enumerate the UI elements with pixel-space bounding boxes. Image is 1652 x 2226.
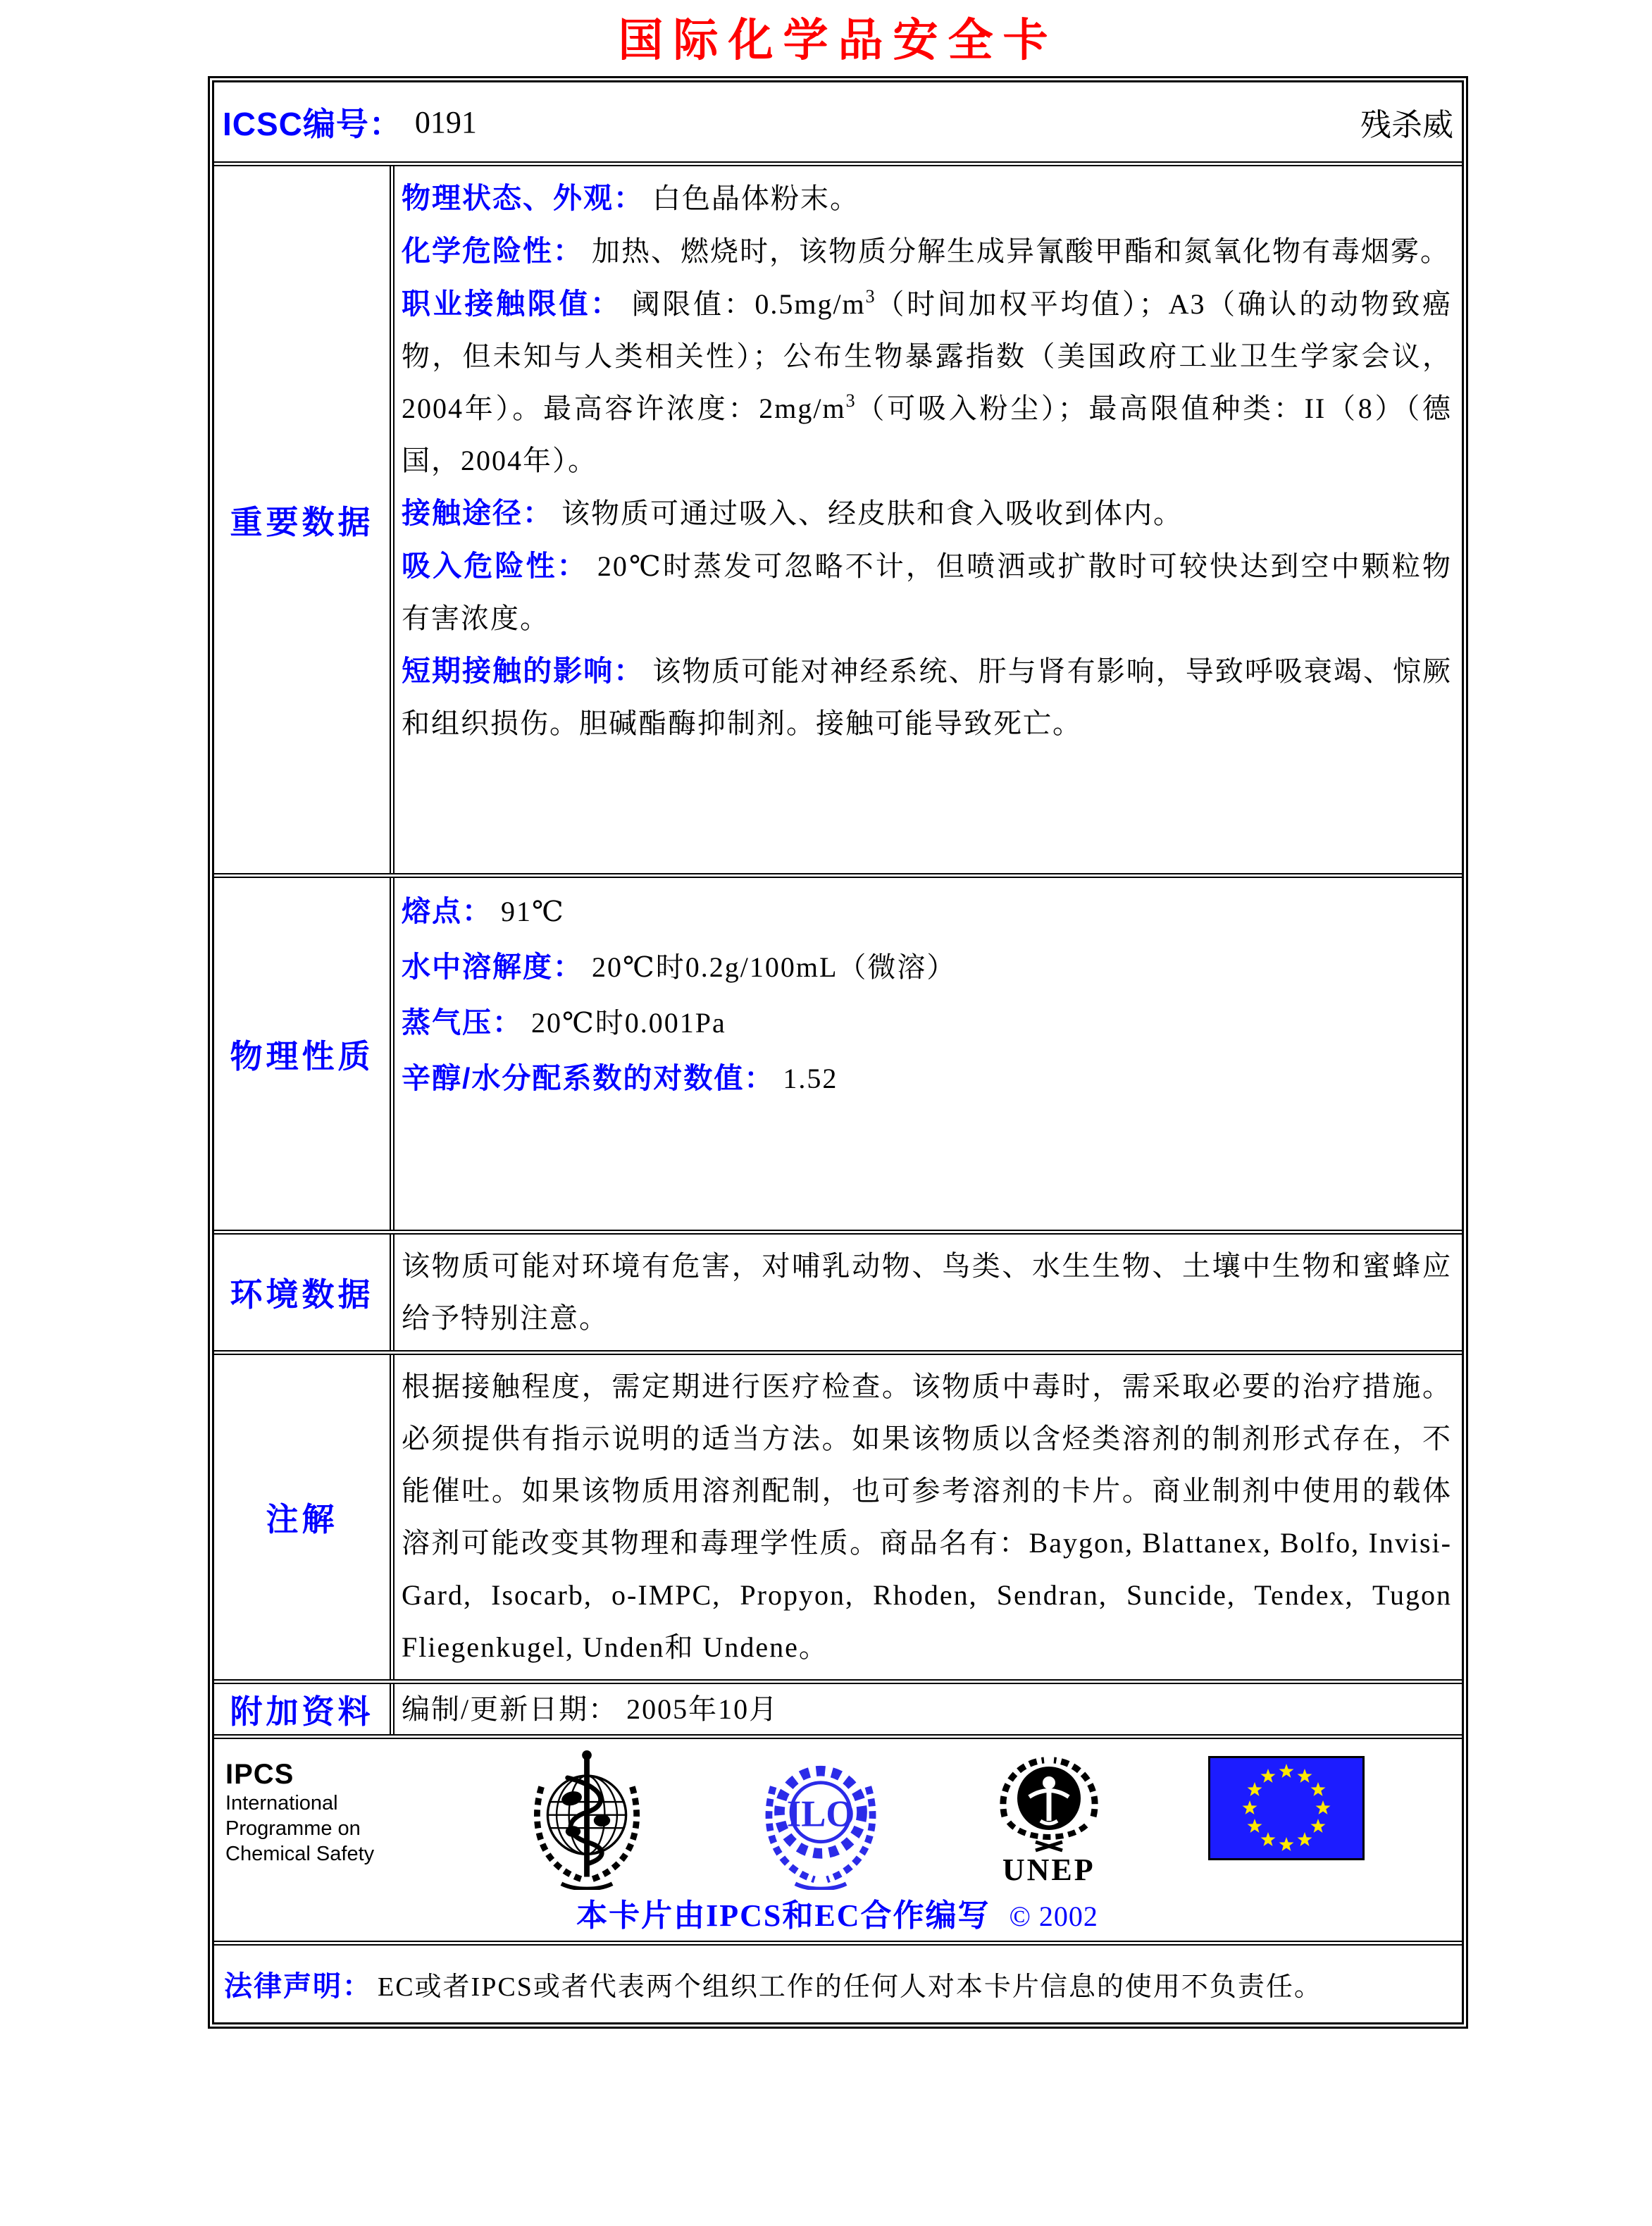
ilo-letters: ILO — [786, 1793, 855, 1835]
water-solubility-line — [402, 939, 1452, 995]
ipcs-text-block — [225, 1759, 423, 1867]
environmental-data-content — [395, 1235, 1462, 1350]
icsc-number-label: ICSC编号： — [223, 106, 402, 142]
routes-of-exposure-label: 接触途径： — [402, 497, 553, 529]
update-date-value: 2005年10月 — [626, 1693, 779, 1725]
credit-line — [225, 1890, 1449, 1935]
ipcs-name-line-1: International — [225, 1792, 338, 1814]
update-date-label: 编制/更新日期： — [402, 1693, 619, 1725]
inhalation-risk-label: 吸入危险性： — [402, 550, 588, 582]
octanol-water-partition-line — [402, 1051, 1452, 1106]
inhalation-risk-text: 20℃时蒸发可忽略不计，但喷洒或扩散时可较快达到空中颗粒物有害浓度。 — [402, 550, 1452, 634]
ipcs-name-line-2: Programme on — [225, 1817, 361, 1840]
inhalation-risk-line — [402, 540, 1452, 645]
environmental-data-row-label: 环境数据 — [230, 1276, 374, 1313]
routes-of-exposure-text: 该物质可通过吸入、经皮肤和食入吸收到体内。 — [561, 497, 1183, 529]
oel-superscript-1: 3 — [865, 286, 875, 307]
legal-notice-label: 法律声明： — [224, 1971, 372, 2002]
important-data-row-label: 重要数据 — [230, 503, 374, 540]
vapour-pressure-value: 20℃时0.001Pa — [531, 1007, 726, 1039]
octanol-water-partition-label: 辛醇/水分配系数的对数值： — [402, 1062, 775, 1094]
physical-state-text: 白色晶体粉末。 — [652, 183, 859, 214]
credit-text: 本卡片由IPCS和EC合作编写 — [576, 1898, 990, 1933]
physical-state-line — [402, 172, 1452, 225]
unep-logo-icon — [989, 1752, 1109, 1856]
vapour-pressure-line — [402, 995, 1452, 1051]
ilo-logo-icon — [752, 1749, 890, 1890]
chemical-name: 残杀威 — [1360, 108, 1453, 142]
chemical-dangers-text: 加热、燃烧时，该物质分解生成异氰酸甲酯和氮氧化物有毒烟雾。 — [592, 235, 1450, 267]
copyright-text: © 2002 — [1009, 1900, 1098, 1932]
physical-state-label: 物理状态、外观： — [402, 182, 644, 214]
octanol-water-partition-value: 1.52 — [783, 1063, 838, 1094]
routes-of-exposure-line — [402, 487, 1452, 540]
chemical-dangers-label: 化学危险性： — [402, 235, 583, 267]
additional-information-content — [395, 1684, 1462, 1734]
notes-row — [214, 1350, 1462, 1679]
eu-flag-icon — [1208, 1756, 1365, 1860]
notes-row-label: 注解 — [266, 1501, 338, 1538]
chemical-dangers-line — [402, 225, 1452, 278]
legal-notice-text: EC或者IPCS或者代表两个组织工作的任何人对本卡片信息的使用不负责任。 — [378, 1972, 1322, 2002]
physical-properties-row-label-cell — [214, 878, 395, 1230]
oel-superscript-2: 3 — [845, 390, 855, 411]
icsc-header-row — [214, 82, 1462, 161]
icsc-card — [208, 76, 1468, 2029]
notes-row-label-cell — [214, 1355, 395, 1679]
oel-text-part1: 阈限值：0.5mg/m — [631, 288, 866, 320]
environmental-data-row-label-cell — [214, 1235, 395, 1350]
environmental-data-row — [214, 1230, 1462, 1350]
physical-properties-row — [214, 873, 1462, 1230]
additional-information-row-label-cell — [214, 1684, 395, 1734]
notes-content — [395, 1355, 1462, 1679]
unep-caption: UNEP — [1002, 1853, 1095, 1887]
ipcs-name-line-3: Chemical Safety — [225, 1843, 375, 1865]
water-solubility-value: 20℃时0.2g/100mL（微溶） — [592, 951, 957, 983]
physical-properties-content — [395, 878, 1462, 1230]
occupational-exposure-limits-line — [402, 278, 1452, 487]
vapour-pressure-label: 蒸气压： — [402, 1006, 523, 1039]
update-date-line — [402, 1688, 778, 1731]
organizations-footer-row — [214, 1734, 1462, 1941]
short-term-effects-line — [402, 645, 1452, 750]
notes-text: 根据接触程度，需定期进行医疗检查。该物质中毒时，需采取必要的治疗措施。必须提供有指示说明的适当方法。如果该物质以含烃类溶剂的制剂形式存在，不能催吐。如果该物质用溶剂配制，也可参考溶剂的卡片。商业制剂中使用的载体溶剂可能改变其物理和毒理学性质。商品名有：Baygon, Blattanex, Bolfo, Invisi-Gard, Isocarb, o-IMPC, Propyon, Rhoden, Sendran, Suncide, Tendex, Tugon Fliegenkugel, Unden和 Undene。 — [402, 1371, 1452, 1663]
oel-text-part2: （时间加权平均值）；A3（确认的动物致癌物，但未知与人类相关性）；公布生物暴露指数（美国政府工业卫生学家会议，2004年）。最高容许浓度：2mg/m — [402, 288, 1453, 424]
environmental-data-text: 该物质可能对环境有危害，对哺乳动物、鸟类、水生生物、土壤中生物和蜜蜂应给予特别注意。 — [402, 1250, 1452, 1334]
unep-logo-block — [989, 1752, 1109, 1888]
physical-properties-row-label: 物理性质 — [230, 1037, 374, 1075]
important-data-content — [395, 166, 1462, 873]
page-title: 国际化学品安全卡 — [618, 14, 1058, 67]
water-solubility-label: 水中溶解度： — [402, 951, 583, 983]
short-term-effects-label: 短期接触的影响： — [402, 655, 645, 687]
important-data-row-label-cell — [214, 166, 395, 873]
occupational-exposure-limits-label: 职业接触限值： — [402, 287, 622, 320]
melting-point-value: 91℃ — [501, 896, 565, 927]
additional-information-row — [214, 1679, 1462, 1734]
additional-information-row-label: 附加资料 — [230, 1693, 374, 1730]
melting-point-line — [402, 884, 1452, 939]
who-logo-icon — [522, 1749, 652, 1890]
organization-logos — [225, 1749, 1449, 1890]
ipcs-acronym: IPCS — [225, 1759, 294, 1790]
oel-text-part3: （可吸入粉尘）；最高限值种类：II（8）（德国，2004年）。 — [402, 392, 1453, 476]
important-data-row — [214, 161, 1462, 873]
icsc-number-value: 0191 — [414, 104, 477, 140]
short-term-effects-text: 该物质可能对神经系统、肝与肾有影响，导致呼吸衰竭、惊厥和组织损伤。胆碱酯酶抑制剂。接触可能导致死亡。 — [402, 655, 1453, 739]
melting-point-label: 熔点： — [402, 895, 492, 927]
legal-notice-row — [214, 1941, 1462, 2022]
